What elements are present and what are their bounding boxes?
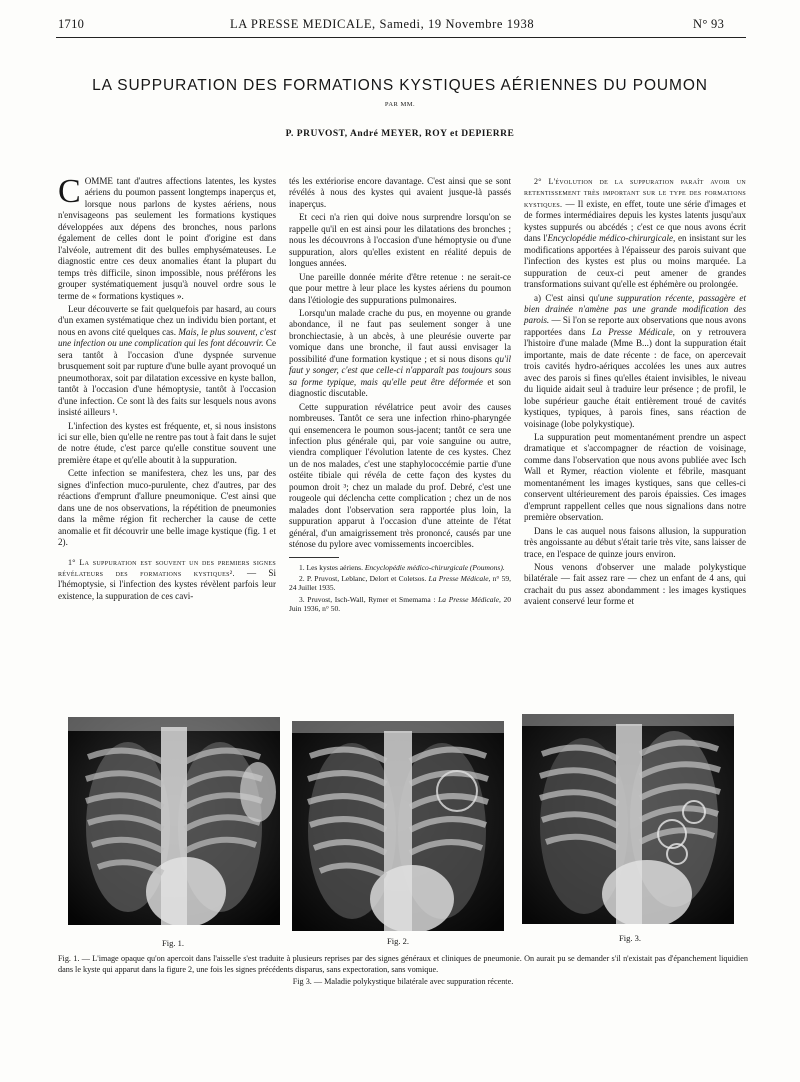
paragraph: Cette suppuration révélatrice peut avoir des causes nombreuses. Tantôt ce sera une infection rhino-pharyngée qui ensemencera le poumon sous-jacent; tantôt ce sera une infection plus générale qui, par voie sanguine ou autre, viendra compliquer l'évolution latente de ces kystes. Chez un de nos malades, c'est une staphylococcémie partie d'une ostéite tibiale qui révéla de cette façon des kystes du poumon droit ³; chez un malade du prof. Debré, c'est une rougeole qui déclencha cette complication ; chez un de nos malades dont l'observation sera rapportée plus loin, la suppuration apparut à l'occasion d'une atteinte de l'état général, d'un amaigrissement très prononcé, causés par une sténose du pylore avec vomissements incoercibles. (289, 401, 511, 550)
article-authors: P. PRUVOST, André MEYER, ROY et DEPIERRE (285, 129, 515, 139)
figure-1-xray-image (68, 717, 280, 925)
figure-3-caption: Fig 3. — Maladie polykystique bilatérale avec suppuration récente. (292, 977, 514, 986)
column-2 (289, 176, 511, 616)
drop-cap: C (58, 173, 81, 210)
paragraph: Et ceci n'a rien qui doive nous surprendre lorsqu'on se rappelle qu'il en est ainsi pour les dilatations des bronches ; nous les découvrons à l'occasion d'une hémoptysie ou d'une suppuration, alors qu'elles existent en réalité depuis de longues années. (289, 212, 511, 269)
column-3 (524, 176, 746, 610)
section-heading: 2° L'évolution de la suppuration paraît avoir un retentissement très important sur le type des formations kystiques. (524, 177, 746, 209)
paragraph: Cette infection se manifestera, chez les uns, par des signes d'infection muco-purulente, chez d'autres, par des réactions d'emprunt d'allure pneumonique. C'est ainsi que dans une de nos observations, la répétition de pneumonies dans la même région fit rechercher la cause de cette anomalie et fit découvrir une belle image kystique (fig. 1 et 2). (58, 468, 276, 548)
paragraph: La suppuration peut momentanément prendre un aspect dramatique et s'accompagner de réaction de voisinage, comme dans l'observation que nous avons publiée avec Isch Wall et Rymer, réaction violente et fébrile, masquant momentanément les images kystiques, sans que celles-ci conservent ultérieurement des parois épaissies. Ces images d'emprunt rappellent celles que nous signalions dans notre première observation. (524, 431, 746, 523)
text: Ce sera tantôt à l'occasion d'une dyspnée survenue brusquement soit par rupture d'une bulle ayant provoqué un pneumothorax, soit par dilatation excessive en kyste ballon, tantôt à l'occasion d'une hémoptysie, tantôt à l'occasion d'une infection. Ce sont là des faits sur lesquels nous avons insisté ailleurs ¹. (58, 338, 276, 418)
text: — Si l'hémoptysie, si l'infection des kystes révèlent parfois leur existence, la suppuration de ces cavi- (58, 567, 276, 601)
paragraph: Une pareille donnée mérite d'être retenue : ne serait-ce que pour mettre à leur place les kystes aériens du poumon dans l'étiologie des suppurations pulmonaires. (289, 271, 511, 305)
text: OMME tant d'autres affections latentes, les kystes aériens du poumon passent longtemps inaperçus et, lorsque nous parlons de kystes aériens, nous n'envisageons pas seulement les formations kystiques développées aux dépens des bronches, nous parlons également de celles dont le point d'origine est dans l'alvéole, autrement dit des bulles emphysémateuses. Le diagnostic entre ces deux anomalies étant la plupart du temps très difficile, sinon impossible, nous préférons les grouper systématiquement jusqu'à nouvel ordre sous le terme de « formations kystiques ». (58, 176, 276, 301)
paragraph (58, 304, 276, 419)
paragraph (289, 308, 511, 400)
emphasis-text: qu'il faut y songer, c'est que celle-ci n'apparaît pas toujours sous sa forme typique, mais qu'elle peut être déformée (289, 353, 511, 387)
paragraph: L'infection des kystes est fréquente, et, si nous insistons ici sur elle, bien qu'elle ne rentre pas tout à fait dans le sujet de notre étude, c'est parce qu'elle constitue souvent une première étape et qu'elle aboutit à la suppuration. (58, 420, 276, 465)
text: a) C'est ainsi qu' (534, 292, 600, 303)
emphasis-text: Encyclopédie médico-chirurgicale, (547, 233, 676, 244)
emphasis-text: La Presse Médicale, (428, 573, 491, 583)
emphasis-text: une suppuration récente, passagère et bien drainée n'amène pas une grande modification des parois. (524, 292, 746, 326)
article-title: LA SUPPURATION DES FORMATIONS KYSTIQUES AÉRIENNES DU POUMON (92, 77, 708, 94)
text: 20 Juin 1936, n° 50. (289, 594, 512, 614)
issue-number: N° 93 (693, 17, 725, 31)
text: — Il existe, en effet, toute une série d'images et de formes intermédiaires depuis les kystes latents jusqu'aux kystes suppurés ou abcédés ; c'est ce que nous avons écrit dans l' (524, 198, 746, 244)
text: 1. Les kystes aériens. (299, 562, 365, 572)
figure-3-label: Fig. 3. (619, 933, 641, 943)
paragraph: Dans le cas auquel nous faisons allusion, la suppuration très angoissante au début s'était tarie très vite, sans laisser de trace, en l'espace de quinze jours environ. (524, 525, 746, 559)
emphasis-text: Encyclopédie médico-chirurgicale (Poumons). (364, 562, 505, 572)
text: et son diagnostic discutable. (289, 376, 511, 399)
paragraph: Nous venons d'observer une malade polykystique bilatérale — fait assez rare — chez un enfant de 4 ans, qui crachait du pus assez abondamment : les images kystiques avaient conservé leur forme et (524, 561, 746, 607)
section-heading-paragraph (58, 557, 276, 603)
section-heading-paragraph (524, 176, 746, 291)
footnote (289, 574, 511, 593)
emphasis-text: La Presse Médicale, (591, 326, 675, 337)
figure-2-label: Fig. 2. (387, 936, 409, 946)
emphasis-text: Mais, le plus souvent, c'est une infection ou une complication qui les font découvrir. (58, 326, 276, 349)
paragraph (524, 293, 746, 430)
running-head: LA PRESSE MEDICALE, Samedi, 19 Novembre 1938 (230, 17, 535, 31)
page-number: 1710 (58, 17, 85, 31)
article-par: PAR MM. (384, 101, 416, 108)
figure-1-label: Fig. 1. (162, 938, 184, 948)
column-1 (58, 173, 276, 604)
header-rule (56, 37, 746, 38)
figure-1-caption: Fig. 1. — L'image opaque qu'on apercoit dans l'aisselle s'est traduite à plusieurs reprises par des signes généraux et cliniques de pneumonie. On aurait pu se demander s'il n'existait pas d'épanchement liquidien dans le kyste qui apparut dans la figure 2, une fois les signes précédents disparus, sans expectoration, sans vomique. (58, 954, 748, 974)
footnote (289, 563, 511, 572)
text: n° 59, 24 Juillet 1935. (289, 573, 512, 593)
figure-3-xray-image (522, 714, 734, 924)
text: — Si l'on se reporte aux observations que nous avons rapportées dans (524, 315, 746, 337)
text: 2. P. Pruvost, Leblanc, Delort et Coletsos. (299, 573, 429, 583)
emphasis-text: La Presse Médicale, (438, 594, 501, 604)
paragraph (58, 173, 276, 302)
text: on y retrouvera l'histoire d'une malade (Mme B...) dont la suppuration était importante, mais de date récente : de face, on apercevait trois cavités hydro-aériques accolées les unes aux autres avec des parois si fines qu'elles étaient invisibles, le niveau du liquide aidait seul à traduire leur présence ; de profil, le lobe supérieur gauche était entièrement troué de cavités kystiques, typiques, à parois fines, sans réaction de voisinage (lobe polykystique). (524, 326, 746, 429)
text: Leur découverte se fait quelquefois par hasard, au cours d'un examen systématique chez un individu bien portant, et nous en avons cité quelques cas. (58, 303, 276, 337)
section-heading: 1° La suppuration est souvent un des premiers signes révélateurs des formations kystiques². (58, 557, 276, 578)
paragraph: tés les extériorise encore davantage. C'est ainsi que se sont révélés à nous des kystes qui avaient jusque-là passés inaperçus. (289, 176, 511, 209)
footnote-rule (289, 557, 339, 558)
text: 3. Pruvost, Isch-Wall, Rymer et Smemama : (299, 594, 439, 604)
text: Lorsqu'un malade crache du pus, en moyenne ou grande abondance, il ne faut pas seulement songer à une bronchiectasie, à un abcès, à une pleurésie ouverte par vomique dans une bronche, il faut aussi envisager la possibilité d'une formation kystique ; et si nous disons (289, 307, 511, 364)
text: en insistant sur les modifications apportées à l'épaisseur des parois suivant que l'infection des kystes est plus ou moins marquée. La suppuration de ceux-ci peut amener de grandes transformations suivant qu'elle est éphémère ou prolongée. (524, 233, 746, 290)
footnote (289, 595, 511, 614)
figure-2-xray-image (292, 721, 504, 931)
